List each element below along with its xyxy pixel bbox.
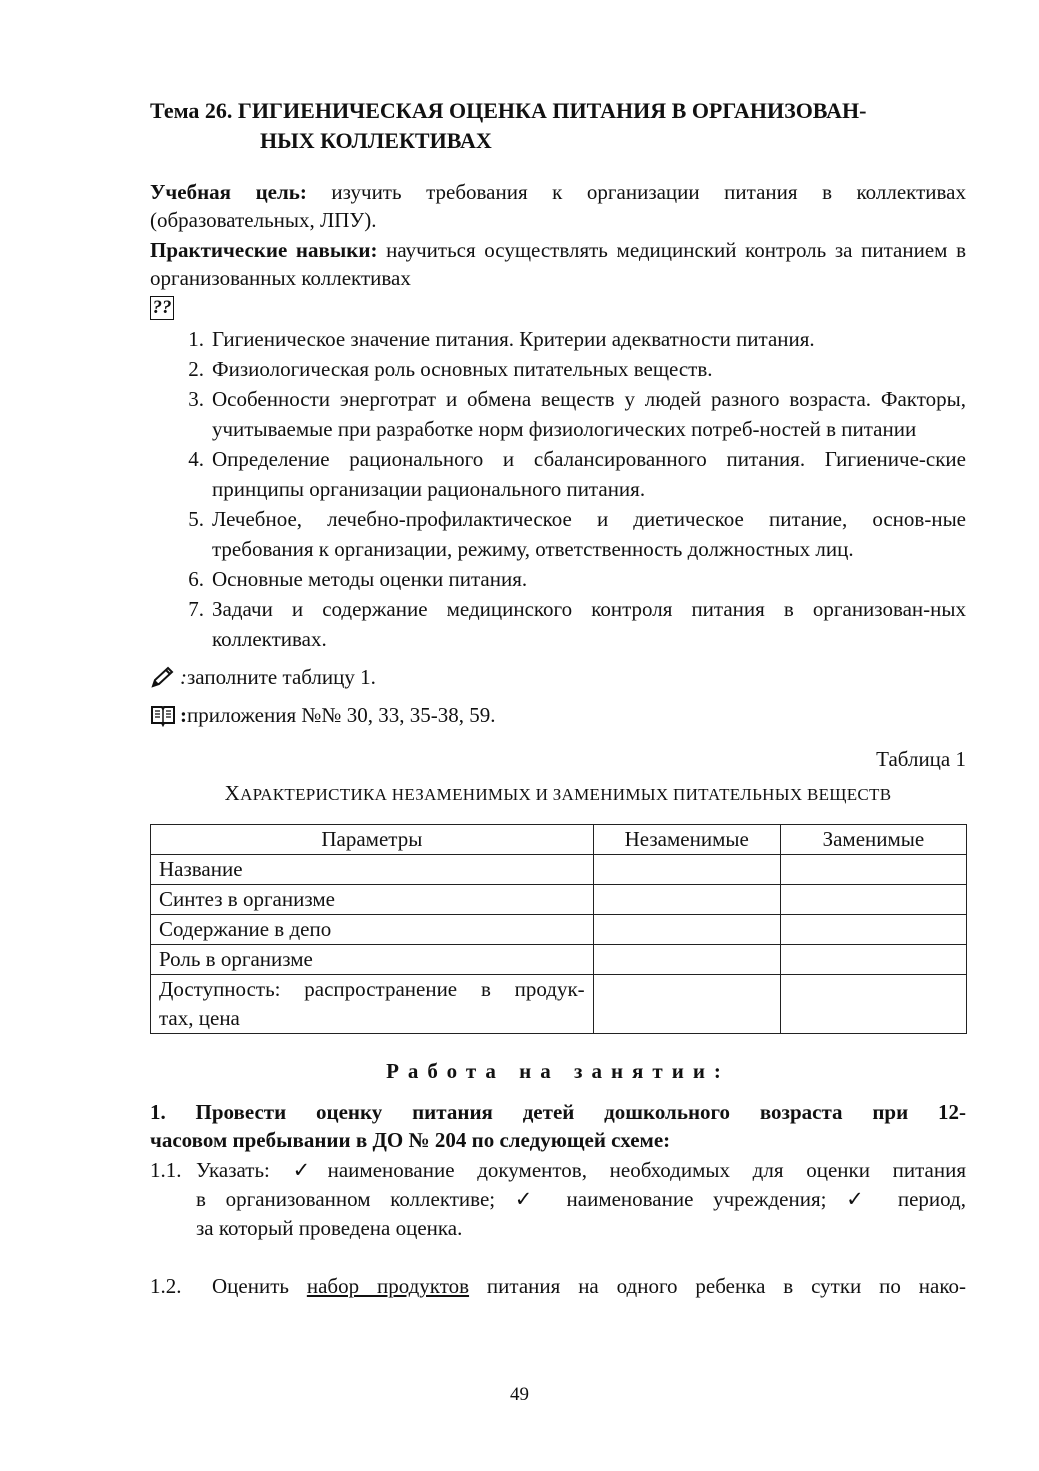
- nonessential-cell: [780, 975, 966, 1034]
- book-icon: [150, 703, 176, 727]
- fill-task-line: [150, 662, 966, 692]
- parameter-cell: Содержание в депо: [151, 915, 594, 945]
- question-item: [150, 564, 966, 594]
- question-number: 2.: [188, 357, 204, 381]
- practical-skills-label: Практические навыки:: [150, 238, 378, 262]
- table-number: Таблица 1: [876, 747, 966, 771]
- questions-list: [150, 324, 966, 654]
- question-item: [150, 384, 966, 444]
- essential-cell: [593, 975, 780, 1034]
- table-row: [151, 975, 967, 1034]
- questions-marker: ??: [150, 296, 174, 320]
- question-text: Особенности энерготрат и обмена веществ у людей разного возраста. Факторы, учитываемые при разработке норм физиологических потреб-ностей в питании: [212, 387, 966, 441]
- appendix-text: приложения №№ 30, 33, 35-38, 59.: [187, 703, 496, 727]
- subtask-1-1-text: Указать: ✓наименование документов, необходимых для оценки питания в организованном коллективе; ✓ наименование учреждения; ✓ период, за который проведена оценка.: [196, 1158, 966, 1240]
- question-text: Гигиеническое значение питания. Критерии адекватности питания.: [212, 327, 815, 351]
- essential-cell: [593, 945, 780, 975]
- header-parameters: Параметры: [151, 825, 594, 855]
- question-text: Задачи и содержание медицинского контроля питания в организован-ных коллективах.: [212, 597, 966, 651]
- question-item: [150, 354, 966, 384]
- subtask-1-1-number: 1.1.: [150, 1158, 182, 1182]
- fill-task-colon: :: [180, 665, 187, 689]
- essential-cell: [593, 855, 780, 885]
- question-number: 6.: [188, 567, 204, 591]
- table-row: [151, 915, 967, 945]
- question-text: Лечебное, лечебно-профилактическое и диетическое питание, основ-ные требования к организации, режиму, ответственность должностных лиц.: [212, 507, 966, 561]
- topic-title-line-2: НЫХ КОЛЛЕКТИВАХ: [260, 128, 492, 153]
- work-heading: Работа на занятии:: [386, 1059, 730, 1083]
- subtask-1-2-number: 1.2.: [150, 1274, 182, 1298]
- document-page: [150, 96, 966, 1301]
- appendix-colon: :: [180, 703, 187, 727]
- question-number: 4.: [188, 447, 204, 471]
- table-title: ХАРАКТЕРИСТИКА НЕЗАМЕНИМЫХ И ЗАМЕНИМЫХ ПИТАТЕЛЬНЫХ ВЕЩЕСТВ: [224, 781, 892, 805]
- question-number: 3.: [188, 387, 204, 411]
- question-text: Физиологическая роль основных питательных веществ.: [212, 357, 713, 381]
- nonessential-cell: [780, 915, 966, 945]
- task-1-line-1: 1. Провести оценку питания детей дошкольного возраста при 12-: [150, 1100, 966, 1124]
- table-header-row: [151, 825, 967, 855]
- learning-goal-label: Учебная цель:: [150, 180, 307, 204]
- underlined-phrase: набор продуктов: [306, 1274, 470, 1298]
- subtask-1-2-text: Оценить набор продуктов питания на одного ребенка в сутки по нако-: [212, 1274, 966, 1298]
- task-1-line-2: часовом пребывании в ДО № 204 по следующей схеме:: [150, 1128, 671, 1152]
- subtask-1-1: [150, 1156, 966, 1243]
- essential-cell: [593, 915, 780, 945]
- question-item: [150, 324, 966, 354]
- subtask-1-2: [150, 1271, 966, 1301]
- table-row: [151, 885, 967, 915]
- parameter-cell: Синтез в организме: [151, 885, 594, 915]
- fill-task-text: заполните таблицу 1.: [187, 665, 376, 689]
- parameter-cell: Доступность: распространение в продук- тах, цена: [151, 975, 594, 1034]
- learning-goal: [150, 178, 966, 234]
- practical-skills: [150, 236, 966, 292]
- essential-cell: [593, 885, 780, 915]
- question-text: Определение рационального и сбалансированного питания. Гигиениче-ские принципы организации рационального питания.: [212, 447, 966, 501]
- practical-skills-text: научиться осуществлять медицинский контроль за питанием в организованных коллективах: [150, 238, 966, 290]
- learning-goal-text: изучить требования к организации питания в коллективах (образовательных, ЛПУ).: [150, 180, 966, 232]
- questions-marker-wrap: [150, 292, 966, 320]
- nonessential-cell: [780, 855, 966, 885]
- appendix-line: [150, 700, 966, 730]
- parameter-cell: Роль в организме: [151, 945, 594, 975]
- question-number: 5.: [188, 507, 204, 531]
- pencil-icon: [150, 665, 176, 689]
- task-1: [150, 1098, 966, 1154]
- page-number: 49: [510, 1384, 529, 1405]
- parameter-cell: Название: [151, 855, 594, 885]
- question-number: 7.: [188, 597, 204, 621]
- question-item: [150, 444, 966, 504]
- nonessential-cell: [780, 945, 966, 975]
- question-item: [150, 594, 966, 654]
- table-row: [151, 855, 967, 885]
- nutrients-table: [150, 824, 967, 1034]
- header-essential: Незаменимые: [593, 825, 780, 855]
- topic-title: [150, 96, 966, 156]
- topic-title-line-1: Тема 26. ГИГИЕНИЧЕСКАЯ ОЦЕНКА ПИТАНИЯ В ОРГАНИЗОВАН-: [150, 98, 867, 123]
- question-number: 1.: [188, 327, 204, 351]
- nonessential-cell: [780, 885, 966, 915]
- header-nonessential: Заменимые: [780, 825, 966, 855]
- question-text: Основные методы оценки питания.: [212, 567, 528, 591]
- question-item: [150, 504, 966, 564]
- table-row: [151, 945, 967, 975]
